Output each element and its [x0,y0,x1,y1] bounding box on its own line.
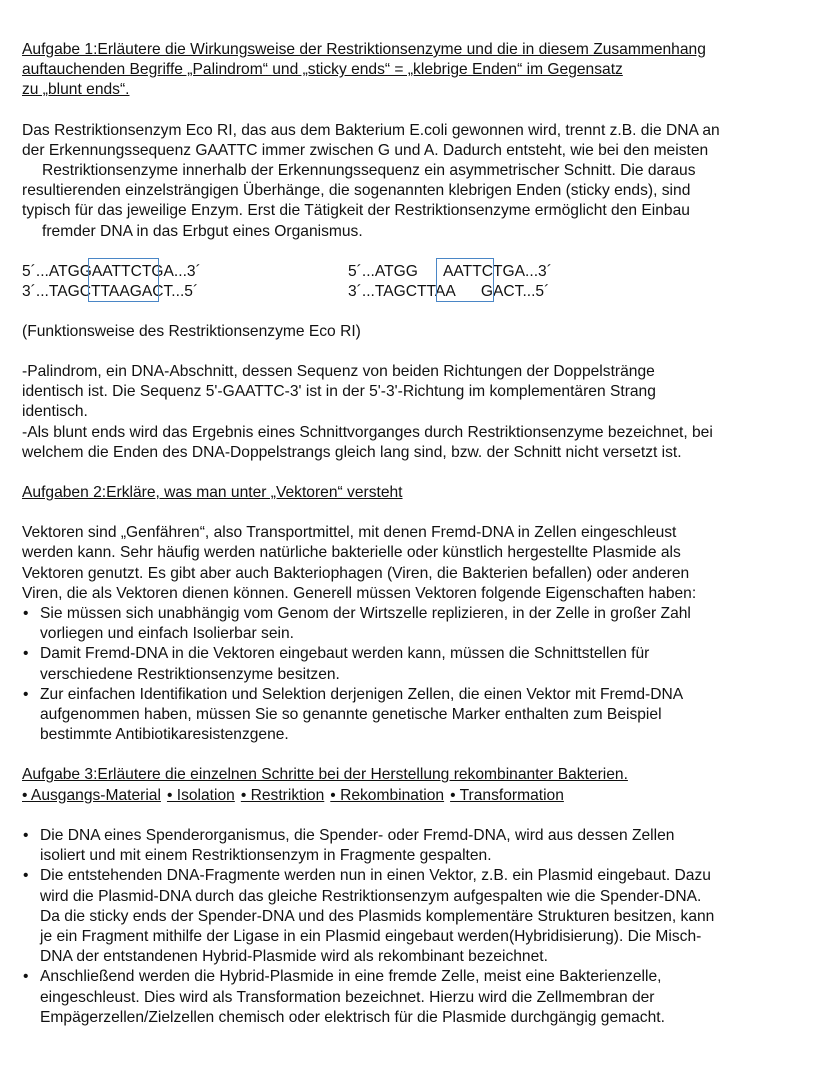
task1-heading: Aufgabe 1:Erläutere die Wirkungsweise der Restriktionsenzyme und die in diesem Zusammenhang auftauchenden Begriffe „Palindrom“ und „sticky ends“ = „klebrige Enden“ im Gegensatz zu „blunt ends“. [22,41,706,99]
seq-left-bottom: 3´...TAGCTTAAGACT...5´ [22,282,199,300]
list-item: • Die DNA eines Spenderorganismus, die Spender- oder Fremd-DNA, wird aus dessen Zellen isoliert und mit einem Restriktionsenzym in Fragmente gespalten. [22,826,802,866]
diagram-caption: (Funktionsweise des Restriktionsenzyme Eco RI) [22,322,361,340]
recognition-site-box [88,258,159,302]
seq-left-top: 5´...ATGGAATTCTGA...3´ [22,262,201,280]
task1-paragraph: Das Restriktionsenzym Eco RI, das aus dem Bakterium E.coli gewonnen wird, trennt z.B. die DNA an der Erkennungssequenz GAATTC immer zwischen G und A. Dadurch entsteht, wie bei den meisten Restriktionsenzyme innerhalb der Erkennungssequenz ein asymmetrischer Schnitt. Die daraus resultierenden einzelsträngigen Überhänge, die sogenannten klebrigen Enden (sticky ends), sind typisch für das jeweilige Enzym. Erst die Tätigkeit der Restriktionsenzyme ermöglicht den Einbau fremder DNA in das Erbgut eines Organismus. [22,121,720,240]
palindrome-definition: -Palindrom, ein DNA-Abschnitt, dessen Sequenz von beiden Richtungen der Doppelstränge identisch ist. Die Sequenz 5'-GAATTC-3' ist in der 5'-3'-Richtung im komplementären Strang identisch. -Als blunt ends wird das Ergebnis eines Schnittvorganges durch Restriktionsenzyme bezeichnet, bei welchem die Enden des DNA-Doppelstrangs gleich lang sind, bzw. der Schnitt nicht versetzt ist. [22,363,713,461]
list-item: • Die entstehenden DNA-Fragmente werden nun in einen Vektor, z.B. ein Plasmid eingebaut. Dazu wird die Plasmid-DNA durch das gleiche Restriktionsenzym aufgespalten wie die Spender-DNA. Da die sticky ends der Spender-DNA und des Plasmids komplementäre Strukturen besitzen, kann je ein Fragment mithilfe der Ligase in ein Plasmid eingebaut werden(Hybridisierung). Die Misch- DNA der entstandenen Hybrid-Plasmide wird als rekombinant bezeichnet. [22,866,802,967]
recombination-steps-list [22,826,802,1028]
vector-properties-list [22,604,802,745]
task3-heading: Aufgabe 3:Erläutere die einzelnen Schritte bei der Herstellung rekombinanter Bakterien. [22,766,628,784]
sticky-end-box [436,258,494,302]
task3-steps: • Ausgangs-Material • Isolation • Restriktion • Rekombination • Transformation [22,786,564,804]
seq-right-top: 5´...ATGG AATTCTGA...3´ [348,262,552,280]
list-item: • Damit Fremd-DNA in die Vektoren eingebaut werden kann, müssen die Schnittstellen für verschiedene Restriktionsenzyme besitzen. [22,644,802,684]
task2-paragraph: Vektoren sind „Genfähren“, also Transportmittel, mit denen Fremd-DNA in Zellen eingeschleust werden kann. Sehr häufig werden natürliche bakterielle oder künstlich hergestellte Plasmide als Vektoren genutzt. Es gibt aber auch Bakteriophagen (Viren, die Bakterien befallen) oder anderen Viren, die als Vektoren dienen können. Generell müssen Vektoren folgende Eigenschaften haben: [22,524,697,602]
seq-right-bottom: 3´...TAGCTTAA GACT...5´ [348,282,550,300]
document-page [22,40,802,1028]
list-item: • Zur einfachen Identifikation und Selektion derjenigen Zellen, die einen Vektor mit Fremd-DNA aufgenommen haben, müssen Sie so genannte genetische Marker enthalten zum Beispiel bestimmte Antibiotikaresistenzgene. [22,685,802,746]
task2-heading: Aufgaben 2:Erkläre, was man unter „Vektoren“ versteht [22,484,403,502]
list-item: • Anschließend werden die Hybrid-Plasmide in eine fremde Zelle, meist eine Bakterienzelle, eingeschleust. Dies wird als Transformation bezeichnet. Hierzu wird die Zellmembran der Empägerzellen/Zielzellen chemisch oder elektrisch für die Plasmide durchgängig gemacht. [22,967,802,1028]
list-item: • Sie müssen sich unabhängig vom Genom der Wirtszelle replizieren, in der Zelle in großer Zahl vorliegen und einfach Isolierbar sein. [22,604,802,644]
sequence-diagram [22,262,802,302]
